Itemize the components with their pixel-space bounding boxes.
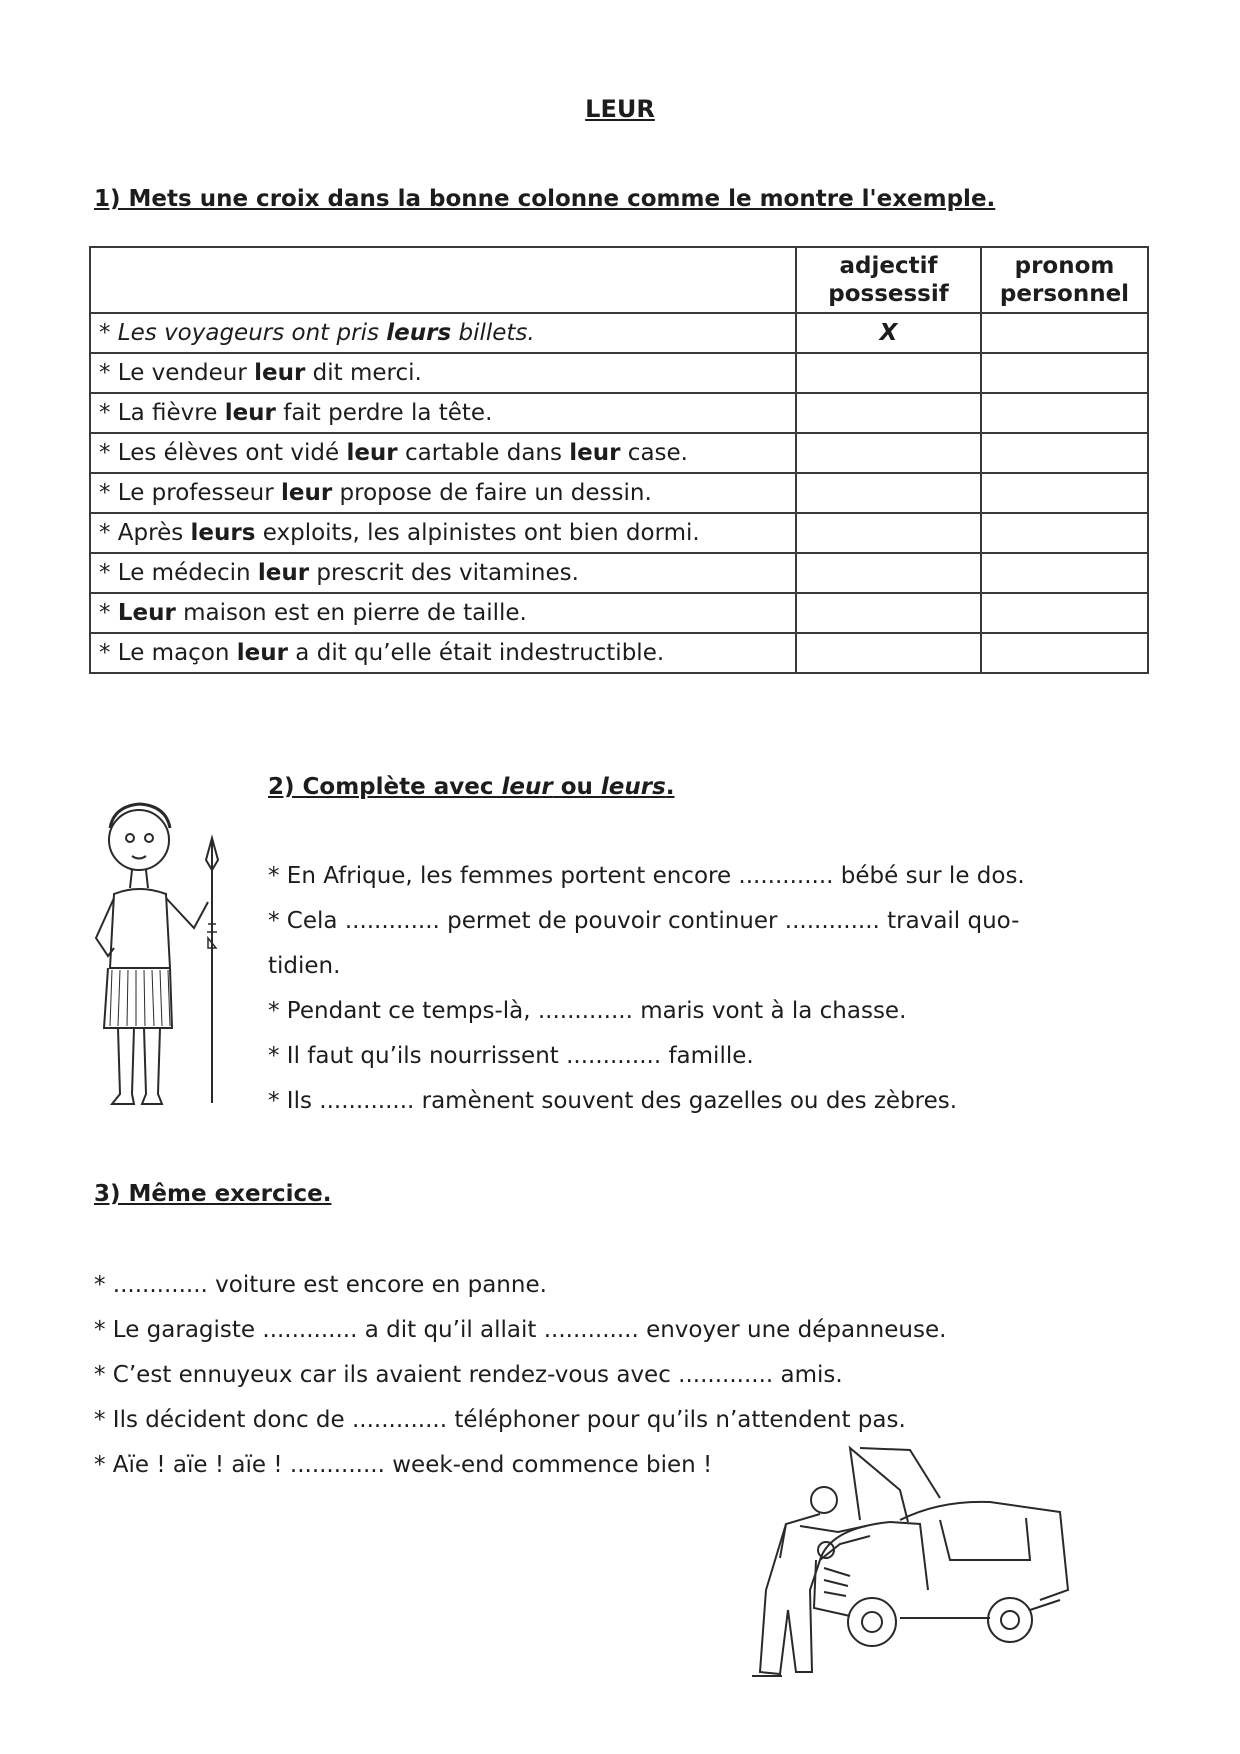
answer-cell-pronom[interactable] xyxy=(981,393,1148,433)
header-adjectif-possessif: adjectif possessif xyxy=(796,247,981,313)
answer-cell-pronom[interactable] xyxy=(981,313,1148,353)
answer-cell-adjectif[interactable] xyxy=(796,433,981,473)
african-boy-illustration xyxy=(84,798,244,1116)
exercise2-line: * Il faut qu’ils nourrissent ............. famille. xyxy=(268,1043,754,1069)
sentence-cell: * Le vendeur leur dit merci. xyxy=(90,353,796,393)
answer-cell-adjectif[interactable] xyxy=(796,393,981,433)
exercise2-heading: 2) Complète avec leur ou leurs. xyxy=(268,774,675,800)
sentence-cell: * Les élèves ont vidé leur cartable dans leur case. xyxy=(90,433,796,473)
exercise2-line: * En Afrique, les femmes portent encore ............. bébé sur le dos. xyxy=(268,863,1025,889)
answer-cell-pronom[interactable] xyxy=(981,553,1148,593)
answer-cell-adjectif[interactable]: X xyxy=(796,313,981,353)
exercise3-line: * Aïe ! aïe ! aïe ! ............. week-end commence bien ! xyxy=(94,1452,713,1478)
exercise2-line: * Cela ............. permet de pouvoir continuer ............. travail quo- xyxy=(268,908,1020,934)
table-row xyxy=(90,513,1148,553)
table-row xyxy=(90,553,1148,593)
header-sentence xyxy=(90,247,796,313)
answer-cell-adjectif[interactable] xyxy=(796,353,981,393)
answer-cell-adjectif[interactable] xyxy=(796,553,981,593)
header-pronom-personnel: pronom personnel xyxy=(981,247,1148,313)
exercise3-heading: 3) Même exercice. xyxy=(94,1181,332,1207)
mechanic-car-illustration xyxy=(740,1440,1080,1680)
table-row xyxy=(90,593,1148,633)
exercise3-line: * C’est ennuyeux car ils avaient rendez-vous avec ............. amis. xyxy=(94,1362,843,1388)
table-header-row xyxy=(90,247,1148,313)
answer-cell-pronom[interactable] xyxy=(981,473,1148,513)
answer-cell-adjectif[interactable] xyxy=(796,513,981,553)
answer-cell-adjectif[interactable] xyxy=(796,473,981,513)
exercise2-line: * Ils ............. ramènent souvent des gazelles ou des zèbres. xyxy=(268,1088,958,1114)
table-row xyxy=(90,353,1148,393)
answer-cell-pronom[interactable] xyxy=(981,353,1148,393)
table-row xyxy=(90,433,1148,473)
sentence-cell: * Le professeur leur propose de faire un dessin. xyxy=(90,473,796,513)
sentence-cell: * Leur maison est en pierre de taille. xyxy=(90,593,796,633)
answer-cell-adjectif[interactable] xyxy=(796,593,981,633)
page-title: LEUR xyxy=(585,95,655,123)
exercise1-heading: 1) Mets une croix dans la bonne colonne comme le montre l'exemple. xyxy=(94,186,996,212)
exercise2-line: tidien. xyxy=(268,953,341,979)
exercise3-line: * Le garagiste ............. a dit qu’il allait ............. envoyer une dépanneuse. xyxy=(94,1317,947,1343)
answer-cell-pronom[interactable] xyxy=(981,633,1148,673)
table-row xyxy=(90,313,1148,353)
sentence-cell: * Les voyageurs ont pris leurs billets. xyxy=(90,313,796,353)
exercise1-table xyxy=(89,246,1149,674)
answer-cell-pronom[interactable] xyxy=(981,513,1148,553)
exercise2-line: * Pendant ce temps-là, ............. maris vont à la chasse. xyxy=(268,998,907,1024)
table-row xyxy=(90,393,1148,433)
answer-cell-pronom[interactable] xyxy=(981,433,1148,473)
answer-cell-adjectif[interactable] xyxy=(796,633,981,673)
exercise3-line: * ............. voiture est encore en panne. xyxy=(94,1272,547,1298)
table-row xyxy=(90,633,1148,673)
answer-cell-pronom[interactable] xyxy=(981,593,1148,633)
sentence-cell: * Le médecin leur prescrit des vitamines. xyxy=(90,553,796,593)
sentence-cell: * Le maçon leur a dit qu’elle était indestructible. xyxy=(90,633,796,673)
sentence-cell: * La fièvre leur fait perdre la tête. xyxy=(90,393,796,433)
table-row xyxy=(90,473,1148,513)
exercise3-line: * Ils décident donc de ............. téléphoner pour qu’ils n’attendent pas. xyxy=(94,1407,906,1433)
sentence-cell: * Après leurs exploits, les alpinistes ont bien dormi. xyxy=(90,513,796,553)
